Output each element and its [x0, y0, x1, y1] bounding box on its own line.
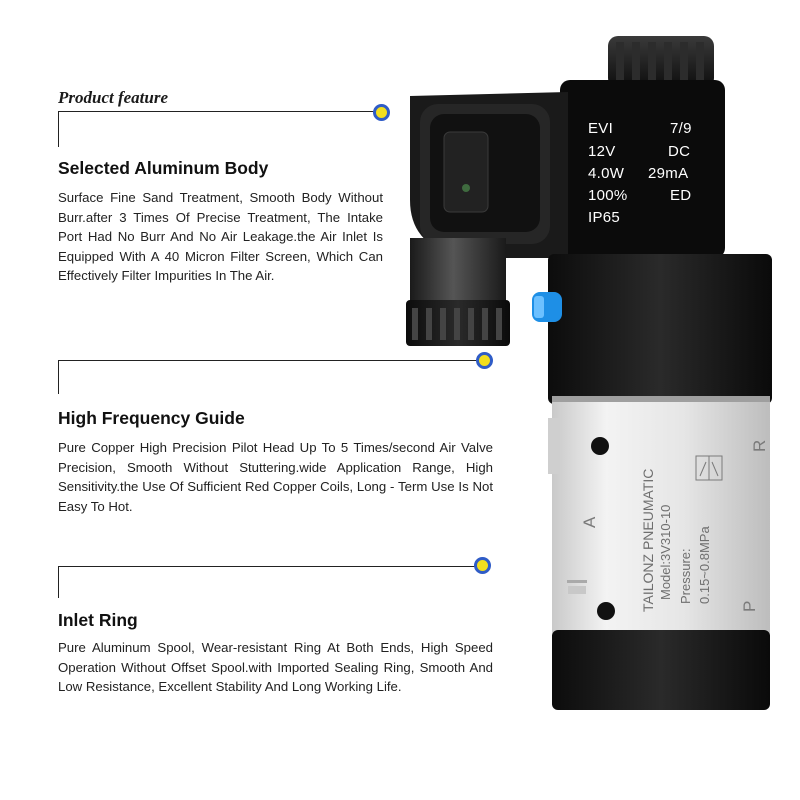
cable-gland: [410, 238, 506, 306]
port-hole-p: [597, 602, 615, 620]
section-body-aluminum-body: Surface Fine Sand Treatment, Smooth Body Without Burr.after 3 Times Of Precise Treatment, The Intake Port Had No Burr And No Air Leakage.the Air Inlet Is Equipped With A 40 Micron Filter Screen, Which Can Effectively Filter Impurities In The Air.: [58, 190, 383, 284]
product-feature-heading: Product feature: [58, 88, 169, 107]
port-label-p-bottom: P: [740, 600, 759, 612]
section-title-high-frequency: High Frequency Guide: [58, 408, 245, 428]
coil-label-evi: EVI: [588, 120, 614, 137]
coil-label-100: 100%: [588, 187, 628, 204]
coil-label-29ma: 29mA: [648, 165, 689, 182]
valve-brand: TAILONZ PNEUMATIC: [640, 468, 656, 612]
port-label-r: R: [750, 439, 769, 452]
coil-label-4w: 4.0W: [588, 165, 625, 182]
section-title-inlet-ring: Inlet Ring: [58, 610, 138, 630]
coil-body: [560, 80, 725, 258]
pilot-block: [548, 254, 772, 404]
section-title-aluminum-body: Selected Aluminum Body: [58, 158, 269, 178]
section-body-inlet-ring: Pure Aluminum Spool, Wear-resistant Ring At Both Ends, High Speed Operation Without Offset Spool.with Imported Sealing Ring, Smooth And Low Resistance, Excellent Stability And Long Working Life.: [58, 640, 493, 695]
port-hole-a: [591, 437, 609, 455]
coil-label-dc: DC: [668, 143, 691, 160]
valve-pressure-range: 0.15~0.8MPa: [697, 526, 712, 604]
coil-label-12v: 12V: [588, 143, 616, 160]
section-body-high-frequency: Pure Copper High Precision Pilot Head Up To 5 Times/second Air Valve Precision, Smooth Without Stuttering.wide Application Range, High Sensitivity.the Use Of Sufficient Red Copper Coils, Long - Term Use Is Not Easy To Hot.: [58, 440, 493, 514]
bottom-end-cap: [552, 630, 770, 710]
valve-model: Model:3V310-10: [658, 504, 673, 600]
valve-pressure-label: Pressure:: [678, 548, 693, 604]
coil-label-ip65: IP65: [588, 209, 621, 226]
coil-label-ed: ED: [670, 187, 692, 204]
coil-label-7-9: 7/9: [670, 120, 692, 137]
port-label-a: A: [580, 516, 599, 528]
